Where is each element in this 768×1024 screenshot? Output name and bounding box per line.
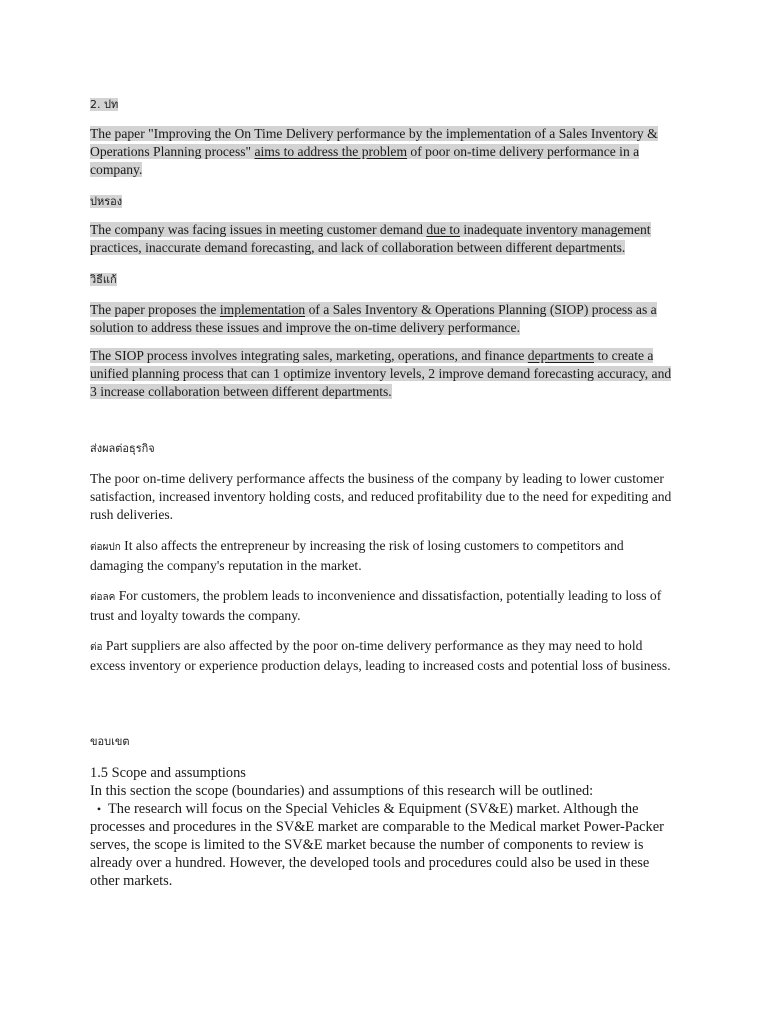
entrepreneur-prefix: ต่อผปก [90,542,121,553]
suppliers-prefix: ต่อ [90,642,103,653]
scope-intro: In this section the scope (boundaries) and assumptions of this research will be outlined: [90,783,594,799]
heading-business-impact [90,440,680,458]
siop-text-a: The SIOP process involves integrating sales, marketing, operations, and finance [90,348,528,363]
heading-2 [90,96,680,114]
problem-underline: due to [426,222,460,237]
suppliers-text: Part suppliers are also affected by the poor on-time delivery performance as they may need to hold excess inventory or experience production delays, leading to increased costs and potential loss of business. [90,638,671,673]
problem-text-b: inadequate inventory management practices, inaccurate demand forecasting, and lack of collaboration between different departments. [90,222,651,255]
heading-scope-thai [90,733,680,751]
problem-text-a: The company was facing issues in meeting customer demand [90,222,427,237]
heading-solution-text: วิธีแก้ [90,273,117,286]
siop-underline: departments [527,348,595,363]
bullet-marker: • [96,802,102,816]
scope-bullet-line1: The research will focus on the Special Vehicles & Equipment (SV&E) market. Although the [108,801,639,817]
scope-bullet-item [90,800,680,818]
paper-aim-text-b: of poor on-time delivery performance in a company. [90,144,640,177]
paper-aim-text-a: The paper "Improving the On Time Delivery performance by the implementation of a Sales Inventory & Operations Planning process" [90,126,658,159]
heading-solution [90,271,680,289]
scope-title: 1.5 Scope and assumptions [90,765,246,781]
paragraph-suppliers [90,637,680,675]
paragraph-siop [90,347,680,401]
paragraph-problem [90,221,680,257]
heading-2-text: 2. ปท [90,98,119,111]
solution-text-b: of a Sales Inventory & Operations Planning (SIOP) process as a solution to address these issues and improve the on-time delivery performance. [90,302,657,335]
paragraph-paper-aim [90,125,680,179]
scope-section [90,764,680,890]
heading-scope-thai-text: ขอบเขต [90,735,130,748]
solution-text-a: The paper proposes the [90,302,220,317]
customers-text: For customers, the problem leads to inconvenience and dissatisfaction, potentially leading to loss of trust and loyalty towards the company. [90,588,662,623]
heading-problem-text: ปหรอง [90,195,123,208]
business-impact-text: The poor on-time delivery performance affects the business of the company by leading to lower customer satisfaction, increased inventory holding costs, and reduced profitability due to the need for expediting and rush deliveries. [90,471,672,522]
paragraph-customers [90,587,680,625]
paragraph-business-impact [90,470,680,524]
heading-business-impact-text: ส่งผลต่อธุรกิจ [90,442,155,455]
siop-text-b: to create a unified planning process that can 1 optimize inventory levels, 2 improve demand forecasting accuracy, and 3 increase collaboration between different departments. [90,348,672,399]
entrepreneur-text: It also affects the entrepreneur by increasing the risk of losing customers to competitors and damaging the company's reputation in the market. [90,538,624,573]
paragraph-entrepreneur [90,537,680,575]
solution-underline: implementation [219,302,306,317]
paragraph-solution [90,301,680,337]
paper-aim-underline: aims to address the problem [254,144,408,159]
customers-prefix: ต่อลค [90,592,116,603]
scope-bullet-continuation: processes and procedures in the SV&E market are comparable to the Medical market Power-Packer serves, the scope is limited to the SV&E market because the number of components to review is already over a hundred. However, the developed tools and procedures could also be used in these other markets. [90,819,664,889]
heading-problem [90,193,680,211]
